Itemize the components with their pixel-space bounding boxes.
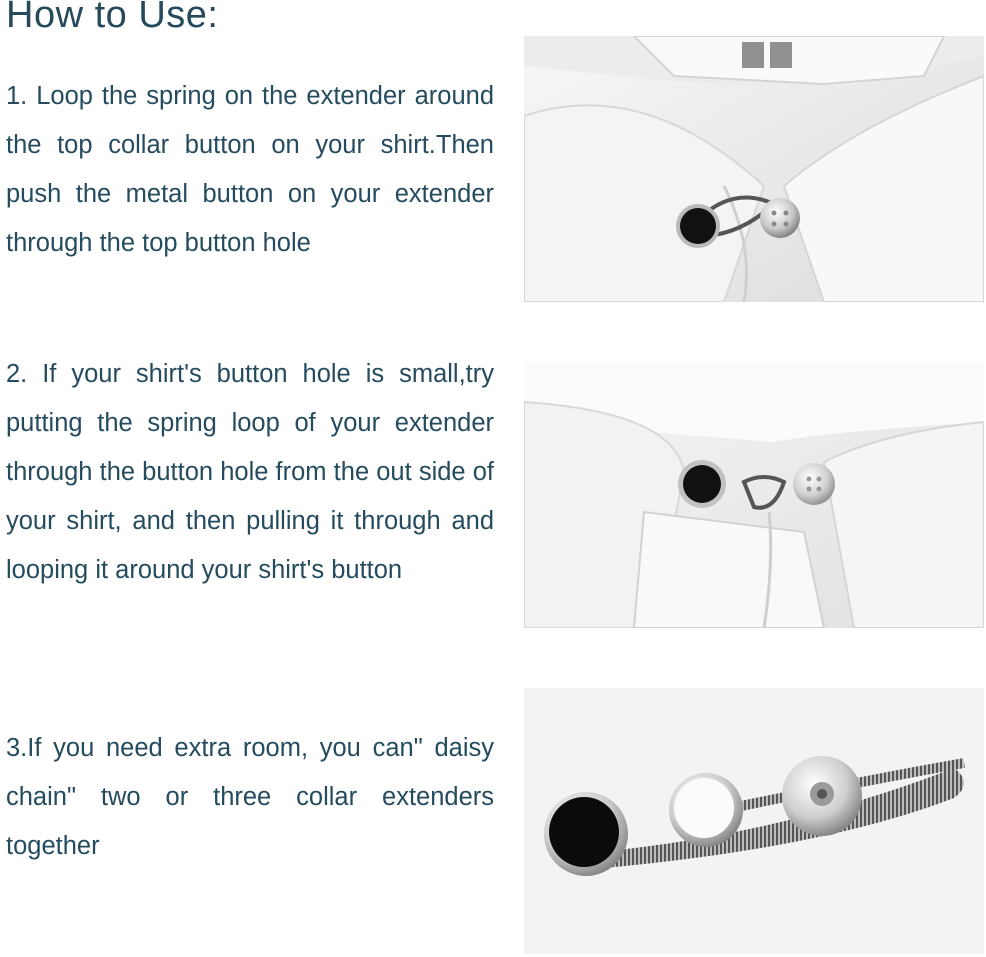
instruction-step-3: 3.If you need extra room, you can" daisy chain" two or three collar extenders together [6, 734, 494, 860]
shirt-button-icon [793, 463, 835, 505]
label-blur [742, 42, 764, 68]
page-title: How to Use: [6, 0, 219, 36]
extenders-chain-illustration [524, 688, 984, 954]
shirt-buttonhole-illustration [524, 362, 984, 628]
shirt-collar-illustration [524, 36, 984, 302]
instruction-step-1: 1. Loop the spring on the extender around the top collar button on your shirt.Then push the metal button on your extender through the top button hole [6, 82, 494, 257]
photo-spring-through-buttonhole [524, 362, 984, 628]
shirt-button-icon [760, 198, 800, 238]
photo-daisy-chained-extenders [524, 688, 984, 954]
photo-collar-extender-applied [524, 36, 984, 302]
instruction-step-2: 2. If your shirt's button hole is small,try putting the spring loop of your extender through the button hole from the out side of your shirt, and then pulling it through and looping it around your shirt's button [6, 360, 494, 584]
